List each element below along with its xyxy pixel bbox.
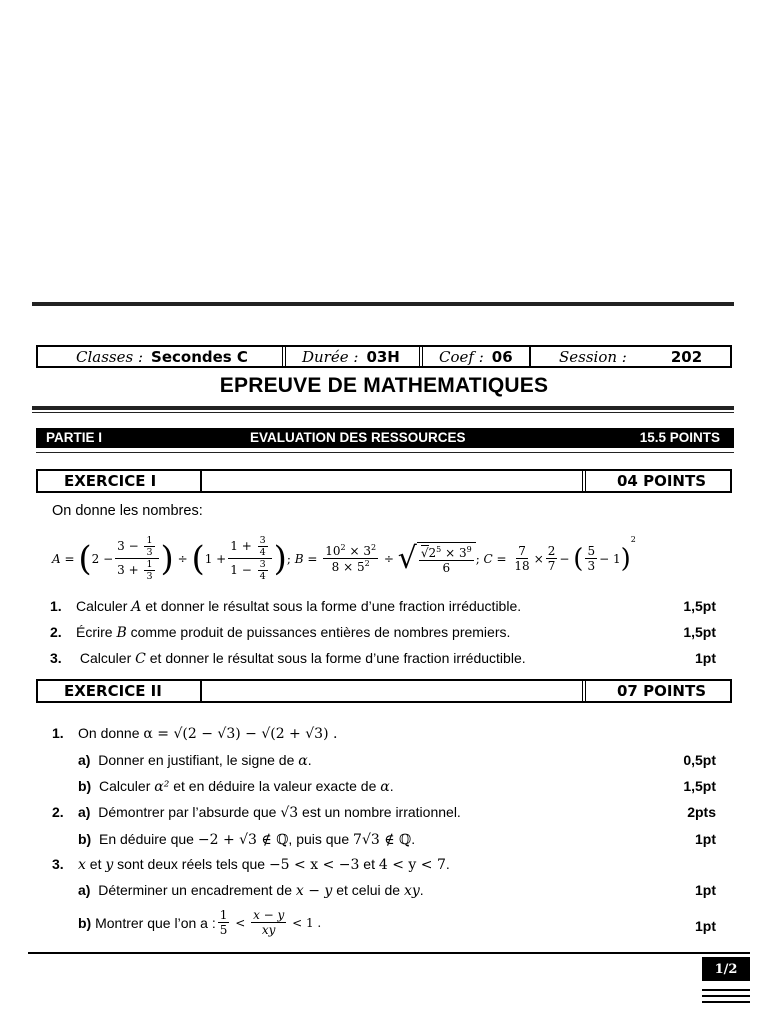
ex2-q2b-score: 1pt — [695, 831, 716, 847]
inequality-formula: 1 5 < x − y xy < 1 . — [219, 908, 322, 937]
math-formula: α = √(2 − √3) − √(2 + √3) . — [143, 726, 338, 742]
question-text: Écrire — [76, 624, 117, 640]
ex1-q2-score: 1,5pt — [683, 624, 716, 640]
coef-label: Coef : — [439, 347, 484, 366]
question-text: Donner en justifiant, le signe de — [98, 752, 299, 768]
math-formula: x − y — [295, 883, 333, 899]
exercise-1-formula: A = ( 2 − 3 − $\frac{1}{3}$ 3 + $\frac{1}{3}$ ) ÷ ( 1 + 1 + $\frac{3}{4}$ 1 − $\frac{3}{4}$ ) ; B = $10^2 \times 3^2$ $8 \times 5^2$ ÷ √ $\frac{√2^5 \times 3^9}{6}$ ; C = 7 18 × 2 7 − ( 5 3 − 1 ) 2 — [52, 535, 636, 582]
duree-label: Durée : — [302, 347, 359, 366]
exercise-1-name: EXERCICE I — [64, 472, 157, 490]
sub-label: b) — [78, 914, 92, 931]
title-underline-thin — [32, 412, 734, 413]
math-formula: √3 — [280, 805, 299, 821]
question-number: 1. — [50, 598, 62, 614]
divider — [200, 471, 202, 491]
ex2-q1a-score: 0,5pt — [683, 752, 716, 768]
ex1-question-3 — [50, 650, 526, 667]
punctuation: . — [411, 831, 416, 847]
question-text: comme produit de puissances entières de nombres premiers. — [126, 624, 511, 640]
session-cell — [529, 347, 730, 366]
question-text: On donne — [78, 725, 144, 741]
divider — [200, 681, 202, 701]
ex2-q3a-score: 1pt — [695, 882, 716, 898]
math-var: C — [135, 651, 146, 667]
punctuation: . — [445, 856, 450, 872]
part-banner — [36, 428, 734, 448]
math-formula: xy — [403, 883, 420, 899]
question-text: sont deux réels tels que — [113, 856, 269, 872]
session-label: Session : — [559, 347, 627, 366]
ex2-q2a-score: 2pts — [687, 804, 716, 820]
classes-value: Secondes C — [151, 347, 248, 366]
question-number: 2. — [52, 804, 64, 820]
duree-value: 03H — [366, 347, 400, 366]
classes-cell — [38, 347, 282, 366]
question-text: Déterminer un encadrement de — [98, 882, 296, 898]
punctuation: . — [419, 882, 424, 898]
math-var: α — [298, 753, 308, 769]
math-var: α — [380, 779, 390, 795]
question-text: est un nombre irrationnel. — [298, 804, 461, 820]
question-text: , puis que — [288, 831, 354, 847]
exercise-1-header — [36, 469, 732, 493]
footer-line — [702, 1001, 750, 1003]
footer-line — [702, 995, 750, 997]
ex2-question-3b — [78, 908, 321, 937]
exercise-2-header — [36, 679, 732, 703]
sub-label: a) — [78, 752, 91, 768]
math-var: y — [105, 857, 114, 873]
ex1-q3-score: 1pt — [695, 650, 716, 666]
ex2-question-1b — [78, 778, 394, 795]
math-var: x — [78, 857, 86, 873]
math-formula: 7√3 ∉ ℚ — [353, 832, 412, 848]
ex2-question-2a — [52, 804, 461, 821]
question-text: Montrer que l’on a : — [95, 914, 216, 931]
page-number: 1/2 — [702, 957, 750, 981]
coef-value: 06 — [491, 347, 513, 366]
question-text: et — [359, 856, 379, 872]
question-text: Démontrer par l’absurde que — [98, 804, 281, 820]
exercise-1-points: 04 POINTS — [616, 472, 706, 490]
ex2-q1b-score: 1,5pt — [683, 778, 716, 794]
coef-cell — [419, 347, 529, 366]
session-value: 202 — [670, 347, 703, 366]
math-formula: −2 + √3 ∉ ℚ — [197, 832, 289, 848]
ex2-question-3a — [78, 882, 424, 899]
ex2-question-1a — [78, 752, 312, 769]
ex2-question-3 — [52, 856, 450, 873]
question-text: Calculer — [76, 598, 132, 614]
part-subtitle: EVALUATION DES RESSOURCES — [250, 430, 466, 445]
question-text: et donner le résultat sous la forme d’une fraction irréductible. — [145, 650, 526, 666]
question-number: 2. — [50, 624, 62, 640]
footer-rule — [28, 952, 750, 954]
title-underline — [32, 406, 734, 410]
divider — [582, 471, 586, 491]
math-var: A — [131, 599, 142, 615]
part-points: 15.5 POINTS — [639, 430, 720, 445]
question-text: et celui de — [332, 882, 404, 898]
question-text: et — [85, 856, 106, 872]
exercise-2-points: 07 POINTS — [616, 682, 706, 700]
ex1-q1-score: 1,5pt — [683, 598, 716, 614]
question-number: 3. — [50, 650, 62, 666]
question-number: 1. — [52, 725, 64, 741]
punctuation: . — [307, 752, 312, 768]
exercise-1-intro: On donne les nombres: — [52, 503, 203, 519]
math-var: α² — [154, 779, 170, 795]
punctuation: . — [389, 778, 394, 794]
math-formula: 4 < y < 7 — [378, 857, 446, 873]
exercise-2-name: EXERCICE II — [64, 682, 162, 700]
duree-cell — [282, 347, 419, 366]
sub-label: b) — [78, 831, 92, 847]
classes-label: Classes : — [76, 347, 144, 366]
exam-info-box — [36, 345, 732, 368]
ex2-question-2b — [78, 831, 415, 848]
part-underline — [36, 452, 734, 453]
question-text: Calculer — [99, 778, 155, 794]
sub-label: a) — [78, 882, 91, 898]
sub-label: b) — [78, 778, 92, 794]
question-number: 3. — [52, 856, 64, 872]
divider — [582, 681, 586, 701]
sub-label: a) — [78, 804, 91, 820]
ex2-question-1 — [52, 725, 337, 742]
question-text: En déduire que — [99, 831, 198, 847]
part-name: PARTIE I — [46, 430, 103, 445]
question-text: et en déduire la valeur exacte de — [169, 778, 381, 794]
footer-line — [702, 989, 750, 991]
math-formula: −5 < x < −3 — [268, 857, 360, 873]
ex2-q3b-score: 1pt — [695, 918, 716, 934]
page-title: EPREUVE DE MATHEMATIQUES — [219, 374, 549, 397]
question-text: Calculer — [76, 650, 136, 666]
ex1-question-2 — [50, 624, 510, 641]
math-var: B — [116, 625, 127, 641]
ex1-question-1 — [50, 598, 521, 615]
question-text: et donner le résultat sous la forme d’une fraction irréductible. — [141, 598, 522, 614]
top-rule — [32, 302, 734, 306]
